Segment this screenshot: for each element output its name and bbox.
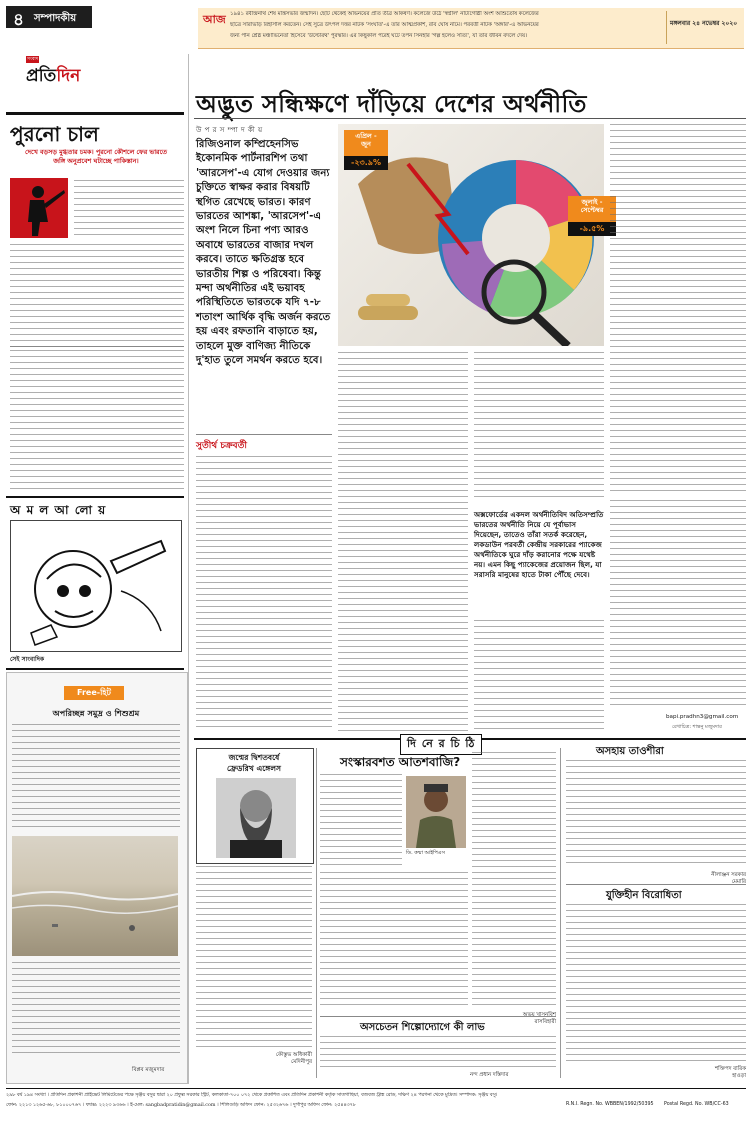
q1-value: -২৩.৯% [344, 156, 388, 170]
cartoon-panel [10, 520, 182, 652]
condolence-title: অসহায় তাওশীরা [596, 746, 664, 757]
editorial-kicker: উ প র স ম্পা দ কী য় [196, 126, 263, 134]
footer-reg-2: Postal Regd. No. WB/CC-63 [664, 1102, 729, 1107]
fireworks-title: সংস্কারবশত আতশবাজি? [340, 755, 461, 769]
footer-reg-1: R.N.I. Regn. No. WBBEN/1992/50395 [566, 1102, 654, 1107]
condolence-signature-place: মেমারি [731, 879, 746, 885]
free-hit-body-2 [12, 962, 180, 1058]
free-hit-author: বিপ্লব মজুমদার [132, 1067, 165, 1073]
fireworks-body-3 [472, 752, 556, 1010]
editorial-lead: রিজিওনাল কম্প্রিহেনসিভ ইকোনমিক পার্টনারশিপ তথা 'আরসেপ'-এ যোগ দেওয়ার জন্য চুক্তিতে স্বাক্ষর করার বিষয়টি স্থগিত রেখেছে ভারত। কারণ ভারতের আশঙ্কা, 'আরসেপ'-এ অংশ নিলে চিনা পণ্য আরও অবাধে ভারতের বাজার দখল করবে। তাতে ক্ষতিগ্রস্ত হবে ভারতীয় শিল্প ও পরিষেবা। কিন্তু মন্দা অর্থনীতির এই ভয়াবহ পরিস্থিতিতে ভারতকে যদি ৭-৮ শতাংশ আর্থিক বৃদ্ধি অর্জন করতে হয় এবং রফতানি বাড়াতে হয়, তাহলে মুক্ত বাণিজ্য নীতিকে দু'হাত তুলে সমর্থন করতে হবে। [196, 139, 331, 367]
q1-tag-line-1: এপ্রিল - [355, 132, 377, 140]
engels-signature [236, 1052, 312, 1066]
q2-tag-line-2: সেপ্টেম্বর [580, 206, 604, 214]
engels-title-line-1: জন্মের দ্বিশতবর্ষে [228, 753, 280, 762]
newspaper-logo [26, 56, 82, 86]
logo-name-red: দিন [56, 66, 81, 86]
column-divider [188, 54, 189, 1084]
fireworks-signature [490, 1012, 556, 1026]
purono-chal-title: পুরনো চাল [10, 122, 99, 146]
editorial-pullquote: অক্সফোর্ডের একদল অর্থনীতিবিদ অতিসম্প্রতি ভারতের অর্থনীতি নিয়ে যে পূর্বাভাস দিয়েছেন, তাতেও তাঁরা সতর্ক করেছেন, লকডাউন পরবর্তী কেন্দ্রীয় সরকারের প্যাকেজ অর্থনীতিকে ঘুরে দাঁড় করানোর পক্ষে যথেষ্ট নয়। এমন কিছু প্যাকেজের প্রয়োজন ছিল, যা সরাসরি মানুষের হাতে টাকা পৌঁছে দেবে। [474, 510, 604, 579]
engels-portrait-icon [216, 778, 296, 858]
ticker-divider [666, 11, 667, 44]
soldier-silhouette-icon [10, 178, 68, 238]
editorial-col-2 [338, 352, 468, 732]
officer-photo-icon [406, 776, 466, 848]
column-divider [560, 748, 561, 1078]
free-hit-body [12, 724, 180, 830]
logo-prefix: সংবাদ [27, 57, 39, 62]
opposition-body [566, 904, 746, 1064]
rule [320, 1016, 556, 1017]
editorial-email: bapi.pradhn3@gmail.com [666, 714, 739, 720]
opposition-signature-place: হাওড়া [732, 1073, 746, 1079]
footer-line-2: ফোন: ২২১৩ ১২৬৫-৬৮, ৮১০০০৭৬৭ । ফ্যাক্স: ২২২৩ ৯৩৬৬ । ই-মেল: sangbadpratidin@gmail.com । শিলিগুড়ি অফিস ফোন: ২৫৩২৬৭৬ । দুর্গাপুর অফিস ফোন: ২৫৪৪৩৭৮ [6, 1103, 356, 1108]
q2-tag-line-1: জুলাই - [581, 198, 603, 206]
column-divider [316, 748, 317, 1078]
page-number: ৪ [13, 10, 25, 30]
engels-signature-name: কৌস্তুভ অধিকারী [275, 1052, 312, 1058]
engels-portrait [216, 778, 296, 858]
condolence-body [566, 760, 746, 868]
engels-title [200, 752, 308, 774]
fireworks-signature-name: অভয় খাসনবিশ [522, 1012, 556, 1018]
illustrator-credit: রেখাচিত্র: শান্তনু মজুমদার [672, 724, 722, 730]
free-hit-title: অপরিচ্ছন্ন সমুদ্র ও শিশুশ্রম [52, 708, 140, 718]
q1-tag [344, 130, 388, 156]
rule [6, 496, 184, 498]
section-name: সম্পাদকীয় [34, 13, 77, 24]
cinema-title: অসচেতন শিল্পোদ্যোগে কী লাভ [360, 1022, 485, 1033]
editorial-col-4 [610, 500, 746, 710]
opposition-signature-name: শক্তিপদ বারিক [714, 1066, 746, 1072]
q1-tag-line-2: জুন [361, 140, 371, 148]
rule [10, 346, 184, 347]
editorial-col-right-top [610, 124, 746, 496]
engels-body [196, 866, 312, 1050]
engels-title-line-2: ফ্রেডরিখ এঙ্গেলস [226, 764, 282, 773]
editorial-col-3b [474, 620, 604, 732]
footer-line-1: ২৯৮ বর্ষ ১৯৪ সংখ্যা । প্রতিদিন প্রকাশনী প্রাইভেট লিমিটেডের পক্ষে সৃঞ্জয় বসুর দ্বারা ২০ প্রফুল্ল সরকার স্ট্রিট, কলকাতা-৭০০ ০৭২ থেকে প্রকাশিত এবং প্রতিদিন প্রকাশনী কর্তৃক সাতগাছিয়া, বজবজ ট্রাঙ্ক রোড, দক্ষিণ ২৪ পরগনা থেকে মুদ্রিত। সম্পাদক: সৃঞ্জয় বসু। [6, 1093, 498, 1098]
opposition-signature [680, 1066, 746, 1080]
ticker-line-3: জন্য পান শ্রেষ্ঠ মঞ্চাভিনেতা হিসেবে 'উল্টোরথ' পুরস্কার। এর কিছুকাল পরেই ঘটে তপন সিনহার 'গল্প হলেও সত্যি', যা তাঁর জীবন বদলে দেয়। [230, 33, 528, 39]
cartoon-caption: সেই সাংবাদিক [10, 656, 45, 663]
soldier-illustration [10, 178, 68, 238]
q2-tag [568, 196, 616, 222]
fireworks-body-1 [320, 774, 402, 870]
rule [6, 112, 184, 115]
free-hit-tag: Free-হিট [64, 686, 124, 700]
cinema-signature: নন্দ প্রধান দস্তিদার [470, 1072, 509, 1078]
fireworks-signature-place: রাসবিহারী [534, 1019, 556, 1025]
q2-value: -৯.৫% [568, 222, 616, 236]
officer-photo [406, 776, 466, 848]
officer-caption: ডি. কম্মা আইপিএস [406, 850, 445, 856]
opposition-title: যুক্তিহীন বিরোধিতা [606, 890, 682, 901]
rule [566, 884, 746, 885]
din-chithi-title: দি নে র চি ঠি [400, 734, 482, 755]
editorial-col-1 [196, 456, 332, 732]
fireworks-body-2 [320, 872, 468, 1010]
ticker-line-1: ১৯৪১ রবীন্দ্রনাথ শেষ মন্ত্রিসভার জন্মদিন। ছোট থেকেই অভিনয়ের প্রতি তীব্র আকর্ষণ। কলেজে উঠে 'স্বপ্নাল' নাট্যগোষ্ঠী অংশ আশুতোষ কলেজের [230, 11, 539, 17]
cartoon-journalist-icon [11, 521, 181, 651]
editorial-col-3a [474, 352, 604, 502]
engels-signature-place: মেদিনীপুর [291, 1059, 312, 1065]
beach-waves-icon [12, 836, 178, 956]
beach-photo [12, 836, 178, 956]
purono-chal-subtitle [10, 148, 182, 166]
subtitle-line-2: জঙ্গি অনুপ্রবেশ ঘটাচ্ছে পাকিস্তান। [53, 157, 139, 165]
purono-chal-body-2 [10, 350, 184, 490]
rule [196, 434, 332, 435]
rule [6, 668, 184, 670]
ticker-line-2: ছাত্রে সারাভাড় রিহার্সাল করতেন। সেই সুত্রে উৎপল দত্তর নাটক 'সংঘাত'-এ তার আত্মপ্রকাশ, রবি ঘোষ নামে। পরবর্তী নাটক 'অঙ্গার'-এ অভিনয়ের [230, 22, 539, 28]
cinema-body [320, 1036, 556, 1070]
editorial-headline: অদ্ভুত সন্ধিক্ষণে দাঁড়িয়ে দেশের অর্থনীতি [196, 89, 587, 118]
amal-alo-title: অ ম ল আ লো য় [10, 503, 107, 517]
purono-chal-body-top [74, 180, 184, 240]
page-number-box [6, 6, 92, 28]
date-line: মঙ্গলবার ২৪ নভেম্বর ২০২০ [670, 20, 738, 27]
rule [6, 1088, 746, 1089]
ticker-strip [198, 8, 744, 49]
logo-name-black: প্রতি [26, 66, 57, 86]
purono-chal-body [10, 244, 184, 342]
editorial-author: সুতীর্থ চক্রবর্তী [196, 441, 247, 451]
rule [194, 118, 746, 119]
condolence-signature-name: নীলাঞ্জন সরকার [711, 872, 746, 878]
ticker-label: আজ [203, 13, 226, 26]
subtitle-line-1: দেখে বড়সড় মুগ্ধতার চমক। পুরনো কৌশলে ফের ভারতে [25, 148, 167, 156]
logo-name [26, 63, 80, 91]
